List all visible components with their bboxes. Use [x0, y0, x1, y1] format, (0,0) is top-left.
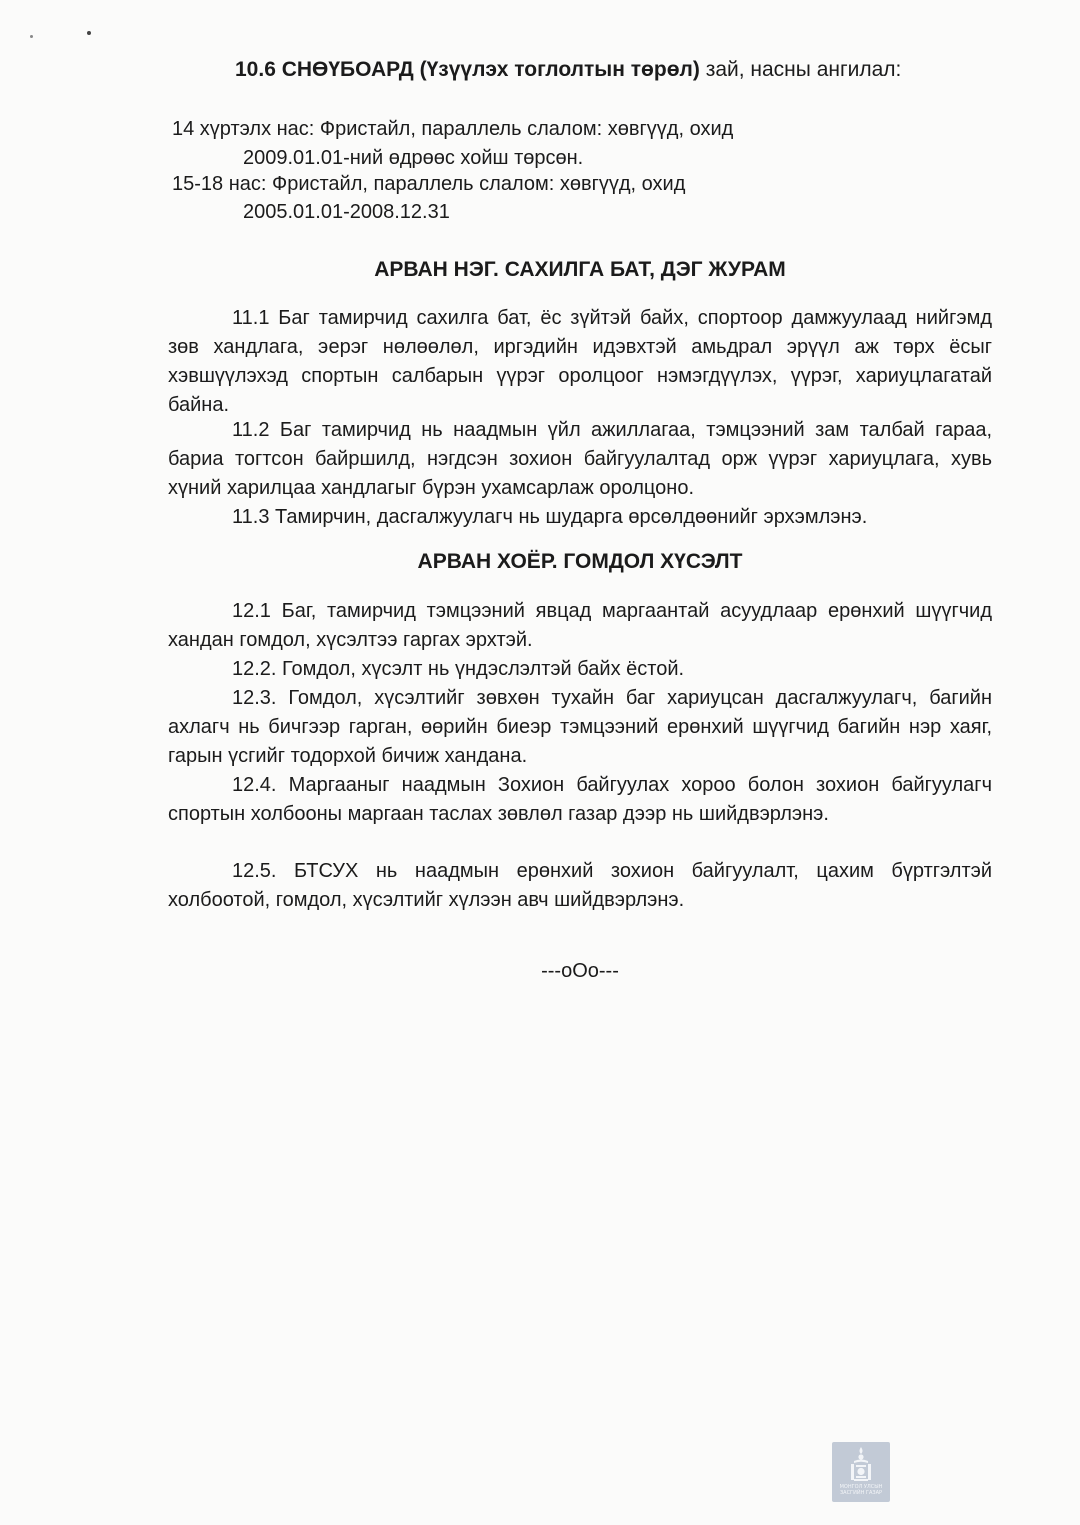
birthdate-line: 2005.01.01-2008.12.31 — [243, 201, 450, 223]
paragraph-12-4: 12.4. Маргааныг наадмын Зохион байгуулах хороо болон зохион байгуулагч спортын холбооны маргаан таслах зөвлөл газар дээр нь шийдвэрлэнэ. — [168, 774, 992, 825]
seal-text — [840, 1484, 883, 1496]
paragraph-11-1: 11.1 Баг тамирчид сахилга бат, ёс зүйтэй байх, спортоор дамжуулаад нийгэмд зөв хандлага, эерэг нөлөөлөл, иргэдийн идэвхтэй амьдрал эрүүл аж төрх ёсыг хэвшүүлэхэд спортын салбарын үүрэг оролцоог нэмэгдүүлэх, үүрэг, хариуцлагатай байна. — [168, 307, 992, 416]
soyombo-icon — [848, 1446, 874, 1482]
section-10-6-title: 10.6 СНӨҮБОАРД (Үзүүлэх тоглолтын төрөл) — [235, 58, 700, 81]
section-11-title: АРВАН НЭГ. САХИЛГА БАТ, ДЭГ ЖУРАМ — [374, 258, 786, 281]
section-10-6-heading — [235, 57, 995, 83]
seal-text-line: МОНГОЛ УЛСЫН — [839, 1484, 883, 1490]
paragraph-11-2: 11.2 Баг тамирчид нь наадмын үйл ажиллагаа, тэмцээний зам талбай гараа, бариа тогтсон байршилд, нэгдсэн зохион байгуулалтад орж үүрэг хариуцлага, хувь хүний харилцаа хандлагыг бүрэн ухамсарлаж оролцоно. — [168, 419, 992, 499]
paragraph-12-5: 12.5. БТСУХ нь наадмын ерөнхий зохион байгуулалт, цахим бүртгэлтэй холбоотой, гомдол, хүсэлтийг хүлээн авч шийдвэрлэнэ. — [168, 860, 992, 911]
paragraph-12-3: 12.3. Гомдол, хүсэлтийг зөвхөн тухайн баг хариуцсан дасгалжуулагч, багийн ахлагч нь бичгээр гарган, өөрийн биеэр тэмцээний ерөнхий шүүгчид багийн нэр хаяг, гарын үсгийг тодорхой бичиж хандана. — [168, 687, 992, 767]
age-group-line: 14 хүртэлх нас: Фристайл, параллель слалом: хөвгүүд, охид — [172, 118, 734, 140]
section-12-title: АРВАН ХОЁР. ГОМДОЛ ХҮСЭЛТ — [417, 550, 743, 573]
birthdate-line: 2009.01.01-ний өдрөөс хойш төрсөн. — [243, 147, 584, 169]
age-group-line: 15-18 нас: Фристайл, параллель слалом: хөвгүүд, охид — [172, 173, 686, 195]
scan-speck — [30, 35, 33, 38]
government-seal — [832, 1442, 890, 1502]
seal-text-line: ЗАСГИЙН ГАЗАР — [839, 1490, 883, 1496]
paragraph-12-1: 12.1 Баг, тамирчид тэмцээний явцад маргаантай асуудлаар ерөнхий шүүгчид хандан гомдол, хүсэлтээ гаргах эрхтэй. — [168, 600, 992, 651]
paragraph-11-3: 11.3 Тамирчин, дасгалжуулагч нь шударга өрсөлдөөнийг эрхэмлэнэ. — [232, 506, 868, 528]
closing-mark: ---oOo--- — [541, 960, 619, 982]
paragraph-12-2: 12.2. Гомдол, хүсэлт нь үндэслэлтэй байх ёстой. — [232, 658, 685, 680]
scan-speck — [87, 31, 91, 35]
section-10-6-title-rest: зай, насны ангилал: — [699, 58, 902, 81]
